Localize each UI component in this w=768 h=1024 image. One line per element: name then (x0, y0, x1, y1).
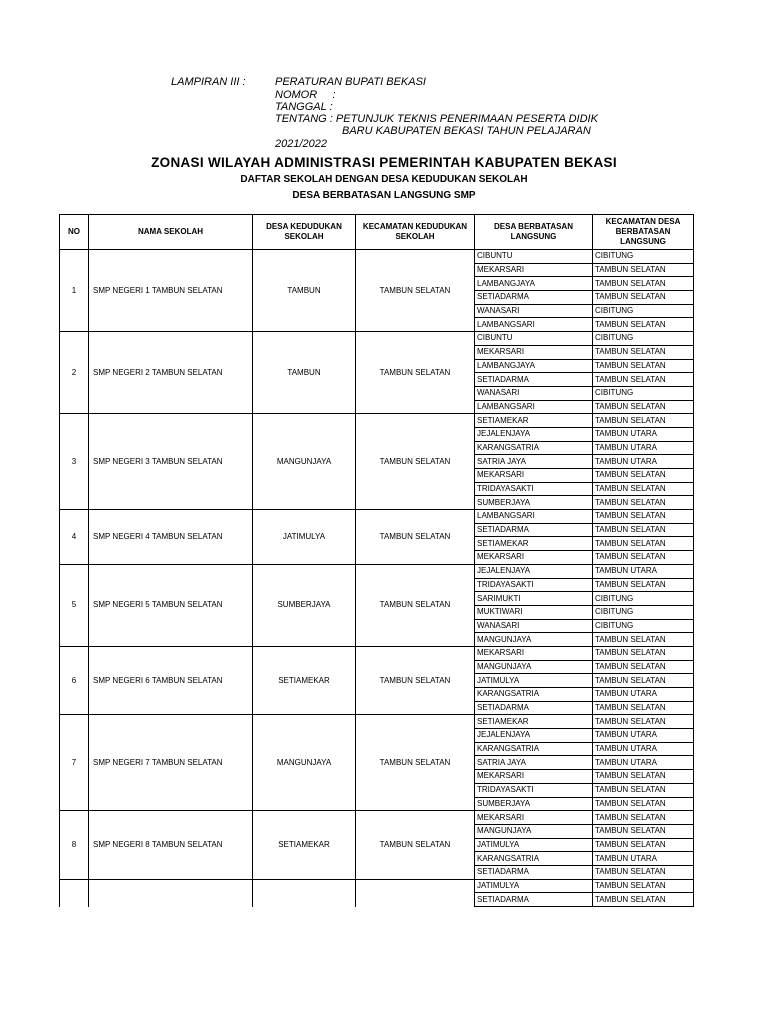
school-name: SMP NEGERI 1 TAMBUN SELATAN (89, 250, 253, 332)
school-name: SMP NEGERI 6 TAMBUN SELATAN (89, 646, 253, 714)
tanggal-label: TANGGAL : (275, 101, 333, 113)
table-row (60, 879, 694, 893)
border-desa: SATRIA JAYA (475, 756, 593, 770)
header-desa-berbatasan: DESA BERBATASAN LANGSUNG (475, 215, 593, 250)
border-desa: MANGUNJAYA (475, 633, 593, 647)
border-kecamatan: TAMBUN SELATAN (593, 469, 694, 483)
school-desa: TAMBUN (253, 250, 356, 332)
border-desa: MEKARSARI (475, 646, 593, 660)
school-number: 3 (60, 414, 89, 510)
school-number: 1 (60, 250, 89, 332)
border-desa: MANGUNJAYA (475, 824, 593, 838)
border-desa: JATIMULYA (475, 838, 593, 852)
border-desa: SETIADARMA (475, 701, 593, 715)
table-row (60, 715, 694, 729)
border-kecamatan: CIBITUNG (593, 304, 694, 318)
school-kecamatan: TAMBUN SELATAN (356, 250, 475, 332)
border-desa: SETIADARMA (475, 893, 593, 907)
border-desa: SUMBERJAYA (475, 496, 593, 510)
school-name: SMP NEGERI 8 TAMBUN SELATAN (89, 811, 253, 879)
border-desa: KARANGSATRIA (475, 441, 593, 455)
header-kecamatan-kedudukan: KECAMATAN KEDUDUKAN SEKOLAH (356, 215, 475, 250)
border-kecamatan: TAMBUN SELATAN (593, 359, 694, 373)
border-desa: MEKARSARI (475, 345, 593, 359)
border-desa: SETIADARMA (475, 865, 593, 879)
border-desa: JEJALENJAYA (475, 427, 593, 441)
border-kecamatan: TAMBUN SELATAN (593, 551, 694, 565)
school-number: 6 (60, 646, 89, 714)
school-desa: JATIMULYA (253, 510, 356, 565)
border-kecamatan: CIBITUNG (593, 386, 694, 400)
border-kecamatan: CIBITUNG (593, 619, 694, 633)
border-desa: JEJALENJAYA (475, 729, 593, 743)
school-name: SMP NEGERI 5 TAMBUN SELATAN (89, 564, 253, 646)
border-desa: MEKARSARI (475, 469, 593, 483)
border-desa: SUMBERJAYA (475, 797, 593, 811)
border-kecamatan: TAMBUN SELATAN (593, 345, 694, 359)
border-kecamatan: TAMBUN UTARA (593, 455, 694, 469)
border-kecamatan: TAMBUN UTARA (593, 441, 694, 455)
border-kecamatan: TAMBUN SELATAN (593, 770, 694, 784)
border-kecamatan: TAMBUN SELATAN (593, 674, 694, 688)
border-desa: JATIMULYA (475, 879, 593, 893)
border-desa: MEKARSARI (475, 551, 593, 565)
tentang-line-3: 2021/2022 (275, 138, 327, 150)
border-kecamatan: TAMBUN UTARA (593, 852, 694, 866)
border-desa: KARANGSATRIA (475, 688, 593, 702)
border-kecamatan: TAMBUN SELATAN (593, 715, 694, 729)
border-desa: MEKARSARI (475, 263, 593, 277)
school-kecamatan: TAMBUN SELATAN (356, 564, 475, 646)
border-kecamatan: CIBITUNG (593, 605, 694, 619)
border-kecamatan: TAMBUN SELATAN (593, 811, 694, 825)
border-desa: SATRIA JAYA (475, 455, 593, 469)
school-number: 4 (60, 510, 89, 565)
border-desa: LAMBANGSARI (475, 318, 593, 332)
border-kecamatan: CIBITUNG (593, 592, 694, 606)
page-subtitle-1: DAFTAR SEKOLAH DENGAN DESA KEDUDUKAN SEKOLAH (240, 174, 528, 185)
border-kecamatan: TAMBUN SELATAN (593, 824, 694, 838)
border-kecamatan: CIBITUNG (593, 250, 694, 264)
tentang-line-2: BARU KABUPATEN BEKASI TAHUN PELAJARAN (342, 125, 591, 137)
border-desa: WANASARI (475, 386, 593, 400)
lampiran-label: LAMPIRAN III : (171, 76, 246, 88)
school-name: SMP NEGERI 7 TAMBUN SELATAN (89, 715, 253, 811)
header-kecamatan-berbatasan: KECAMATAN DESA BERBATASAN LANGSUNG (593, 215, 694, 250)
border-kecamatan: TAMBUN SELATAN (593, 414, 694, 428)
table-row (60, 414, 694, 428)
border-desa: TRIDAYASAKTI (475, 578, 593, 592)
border-kecamatan: TAMBUN UTARA (593, 729, 694, 743)
border-desa: CIBUNTU (475, 332, 593, 346)
header-desa-kedudukan: DESA KEDUDUKAN SEKOLAH (253, 215, 356, 250)
border-desa: SETIAMEKAR (475, 414, 593, 428)
school-kecamatan: TAMBUN SELATAN (356, 510, 475, 565)
border-desa: TRIDAYASAKTI (475, 783, 593, 797)
border-kecamatan: TAMBUN UTARA (593, 688, 694, 702)
border-kecamatan: TAMBUN UTARA (593, 427, 694, 441)
border-kecamatan: TAMBUN UTARA (593, 756, 694, 770)
border-kecamatan: TAMBUN SELATAN (593, 578, 694, 592)
border-desa: TRIDAYASAKTI (475, 482, 593, 496)
border-desa: JEJALENJAYA (475, 564, 593, 578)
school-desa: SUMBERJAYA (253, 564, 356, 646)
border-kecamatan: TAMBUN SELATAN (593, 797, 694, 811)
zonasi-table (59, 214, 694, 907)
school-kecamatan: TAMBUN SELATAN (356, 646, 475, 714)
border-kecamatan: TAMBUN SELATAN (593, 482, 694, 496)
border-kecamatan: CIBITUNG (593, 332, 694, 346)
school-kecamatan: TAMBUN SELATAN (356, 332, 475, 414)
border-kecamatan: TAMBUN SELATAN (593, 537, 694, 551)
table-row (60, 564, 694, 578)
border-desa: WANASARI (475, 619, 593, 633)
border-desa: KARANGSATRIA (475, 742, 593, 756)
school-number: 8 (60, 811, 89, 879)
border-kecamatan: TAMBUN SELATAN (593, 523, 694, 537)
border-kecamatan: TAMBUN SELATAN (593, 879, 694, 893)
border-kecamatan: TAMBUN SELATAN (593, 400, 694, 414)
table-row (60, 250, 694, 264)
school-kecamatan: TAMBUN SELATAN (356, 414, 475, 510)
border-desa: LAMBANGJAYA (475, 277, 593, 291)
border-kecamatan: TAMBUN SELATAN (593, 496, 694, 510)
table-body (60, 250, 694, 907)
school-desa (253, 879, 356, 906)
border-kecamatan: TAMBUN SELATAN (593, 373, 694, 387)
table-row (60, 646, 694, 660)
school-number: 5 (60, 564, 89, 646)
school-desa: SETIAMEKAR (253, 811, 356, 879)
school-kecamatan: TAMBUN SELATAN (356, 811, 475, 879)
school-name: SMP NEGERI 2 TAMBUN SELATAN (89, 332, 253, 414)
table-header-row (60, 215, 694, 250)
header-nama-sekolah: NAMA SEKOLAH (89, 215, 253, 250)
border-kecamatan: TAMBUN SELATAN (593, 660, 694, 674)
table-row (60, 510, 694, 524)
border-kecamatan: TAMBUN UTARA (593, 742, 694, 756)
border-kecamatan: TAMBUN SELATAN (593, 701, 694, 715)
header-no: NO (60, 215, 89, 250)
border-kecamatan: TAMBUN SELATAN (593, 633, 694, 647)
border-kecamatan: TAMBUN SELATAN (593, 838, 694, 852)
table-row (60, 332, 694, 346)
school-kecamatan: TAMBUN SELATAN (356, 715, 475, 811)
school-number: 2 (60, 332, 89, 414)
border-desa: LAMBANGSARI (475, 510, 593, 524)
border-desa: MANGUNJAYA (475, 660, 593, 674)
border-kecamatan: TAMBUN SELATAN (593, 318, 694, 332)
border-desa: SETIADARMA (475, 291, 593, 305)
border-kecamatan: TAMBUN SELATAN (593, 646, 694, 660)
peraturan-label: PERATURAN BUPATI BEKASI (275, 76, 426, 88)
page-subtitle-2: DESA BERBATASAN LANGSUNG SMP (292, 190, 476, 201)
school-desa: TAMBUN (253, 332, 356, 414)
border-desa: WANASARI (475, 304, 593, 318)
border-desa: CIBUNTU (475, 250, 593, 264)
border-kecamatan: TAMBUN UTARA (593, 564, 694, 578)
border-desa: SETIAMEKAR (475, 715, 593, 729)
border-desa: LAMBANGSARI (475, 400, 593, 414)
border-desa: MEKARSARI (475, 770, 593, 784)
border-desa: KARANGSATRIA (475, 852, 593, 866)
border-desa: SETIADARMA (475, 373, 593, 387)
border-desa: MEKARSARI (475, 811, 593, 825)
border-kecamatan: TAMBUN SELATAN (593, 865, 694, 879)
school-desa: MANGUNJAYA (253, 414, 356, 510)
school-kecamatan (356, 879, 475, 906)
border-kecamatan: TAMBUN SELATAN (593, 510, 694, 524)
border-kecamatan: TAMBUN SELATAN (593, 291, 694, 305)
border-kecamatan: TAMBUN SELATAN (593, 783, 694, 797)
border-desa: JATIMULYA (475, 674, 593, 688)
border-kecamatan: TAMBUN SELATAN (593, 277, 694, 291)
school-desa: MANGUNJAYA (253, 715, 356, 811)
school-number: 7 (60, 715, 89, 811)
nomor-label: NOMOR : (275, 89, 336, 101)
border-kecamatan: TAMBUN SELATAN (593, 263, 694, 277)
border-desa: MUKTIWARI (475, 605, 593, 619)
page-title: ZONASI WILAYAH ADMINISTRASI PEMERINTAH KABUPATEN BEKASI (151, 155, 617, 170)
border-desa: LAMBANGJAYA (475, 359, 593, 373)
tentang-line-1: TENTANG : PETUNJUK TEKNIS PENERIMAAN PESERTA DIDIK (275, 113, 598, 125)
school-name (89, 879, 253, 906)
border-desa: SARIMUKTI (475, 592, 593, 606)
school-desa: SETIAMEKAR (253, 646, 356, 714)
school-name: SMP NEGERI 4 TAMBUN SELATAN (89, 510, 253, 565)
border-kecamatan: TAMBUN SELATAN (593, 893, 694, 907)
school-name: SMP NEGERI 3 TAMBUN SELATAN (89, 414, 253, 510)
border-desa: SETIADARMA (475, 523, 593, 537)
table-row (60, 811, 694, 825)
school-number (60, 879, 89, 906)
border-desa: SETIAMEKAR (475, 537, 593, 551)
